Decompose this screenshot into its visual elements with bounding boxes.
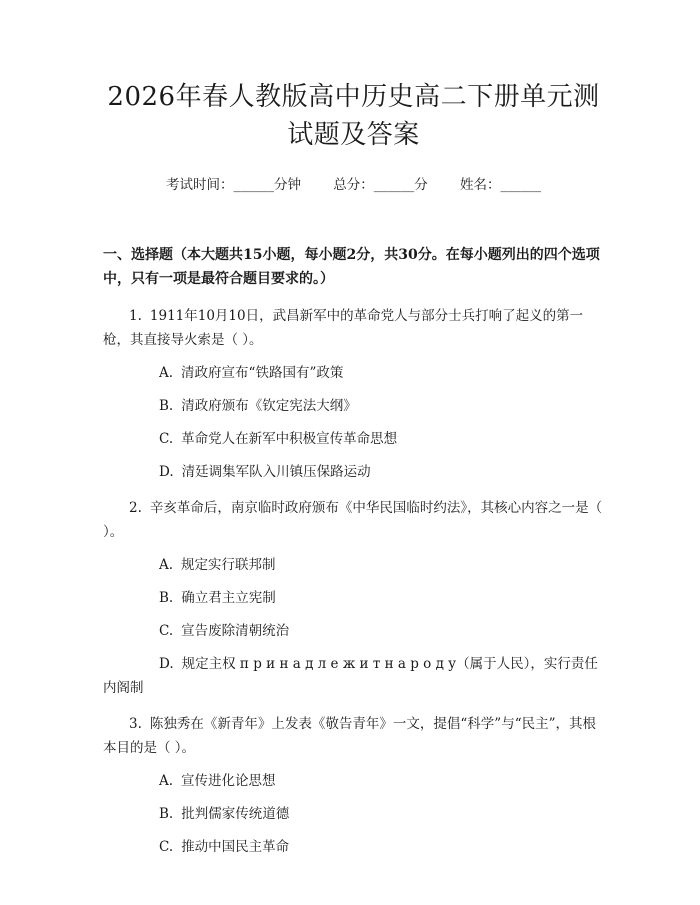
- option-b: [103, 394, 604, 418]
- option-c: [103, 619, 604, 643]
- question-stem: 辛亥革命后，南京临时政府颁布《中华民国临时约法》，其核心内容之一是（ ）。: [103, 500, 603, 540]
- option-letter: D.: [159, 464, 174, 480]
- option-letter: C.: [159, 431, 174, 447]
- option-letter: A.: [159, 365, 174, 381]
- option-letter: C.: [159, 623, 174, 639]
- option-b: [103, 802, 604, 826]
- option-text: 清政府颁布《钦定宪法大纲》: [181, 398, 357, 414]
- option-letter: C.: [159, 839, 174, 855]
- exam-time-field: 考试时间：______分钟: [165, 177, 301, 193]
- option-text: 清廷调集军队入川镇压保路运动: [181, 464, 371, 480]
- option-text: 宣告废除清朝统治: [181, 623, 290, 639]
- option-d: [103, 652, 604, 700]
- option-a: [103, 361, 604, 385]
- option-letter: B.: [159, 806, 174, 822]
- option-c: [103, 427, 604, 451]
- option-text: 确立君主立宪制: [181, 590, 276, 606]
- question-1: [103, 304, 604, 352]
- section-heading: 一、选择题（本大题共15小题，每小题2分，共30分。在每小题列出的四个选项中，只有一项是最符合题目要求的。）: [103, 247, 600, 287]
- question-number: 3.: [129, 716, 142, 732]
- option-letter: B.: [159, 398, 174, 414]
- question-3-options: [103, 769, 604, 859]
- question-2-options: [103, 553, 604, 700]
- option-letter: A.: [159, 773, 174, 789]
- option-b: [103, 586, 604, 610]
- question-2: [103, 496, 604, 544]
- question-number: 2.: [129, 500, 142, 516]
- total-score-field: 总分：______分: [333, 177, 428, 193]
- question-number: 1.: [129, 308, 142, 324]
- student-name-field: 姓名：______: [460, 177, 542, 193]
- option-text: 规定实行联邦制: [181, 557, 276, 573]
- option-text: 革命党人在新军中积极宣传革命思想: [181, 431, 398, 447]
- question-3: [103, 712, 604, 760]
- page-title: 2026年春人教版高中历史高二下册单元测试题及答案: [107, 82, 600, 150]
- option-text: 推动中国民主革命: [181, 839, 290, 855]
- exam-meta: [103, 173, 604, 193]
- question-stem: 陈独秀在《新青年》上发表《敬告青年》一文，提倡“科学”与“民主”，其根本目的是（ ）。: [103, 716, 596, 756]
- option-text: 宣传进化论思想: [181, 773, 276, 789]
- option-a: [103, 553, 604, 577]
- option-a: [103, 769, 604, 793]
- option-letter: A.: [159, 557, 174, 573]
- option-text: 批判儒家传统道德: [181, 806, 290, 822]
- option-d: [103, 460, 604, 484]
- option-letter: D.: [159, 656, 174, 672]
- option-letter: B.: [159, 590, 174, 606]
- option-c: [103, 835, 604, 859]
- question-stem: 1911年10月10日，武昌新军中的革命党人与部分士兵打响了起义的第一枪，其直接导火索是（ ）。: [103, 308, 584, 348]
- option-text: 规定主权 п р и н а д л е ж и т н а р о д у（属于人民），实行责任内阁制: [103, 656, 598, 696]
- option-text: 清政府宣布“铁路国有”政策: [181, 365, 344, 381]
- question-1-options: [103, 361, 604, 484]
